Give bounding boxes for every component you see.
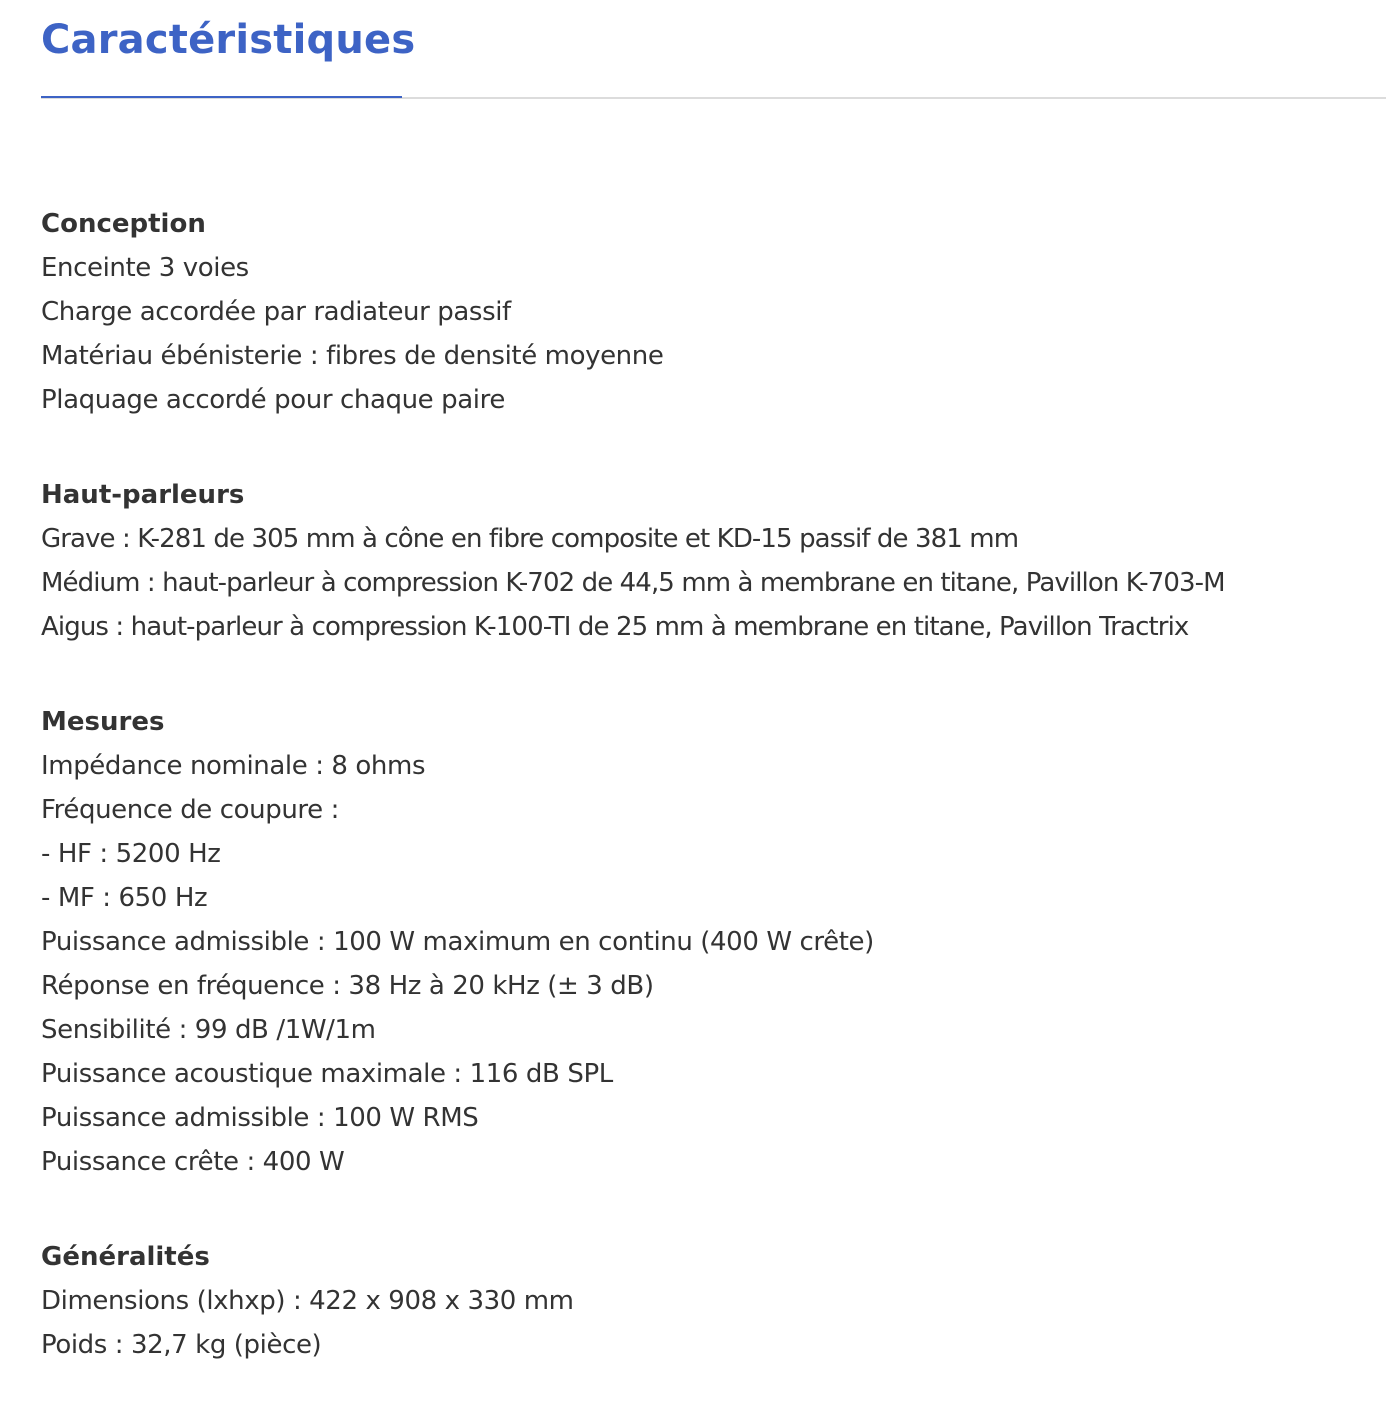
characteristics-tab-header: [41, 0, 1386, 99]
spec-line: Sensibilité : 99 dB /1W/1m: [41, 1015, 376, 1045]
section-title: Conception: [41, 209, 206, 239]
spec-line: Matériau ébénisterie : fibres de densité moyenne: [41, 341, 664, 371]
spec-line: Fréquence de coupure :: [41, 795, 339, 825]
spec-line: Poids : 32,7 kg (pièce): [41, 1330, 322, 1360]
spec-line: Impédance nominale : 8 ohms: [41, 751, 426, 781]
spec-line: Plaquage accordé pour chaque paire: [41, 385, 505, 415]
spec-line: Réponse en fréquence : 38 Hz à 20 kHz (± 3 dB): [41, 971, 654, 1001]
specifications-content: [41, 202, 1371, 1418]
spec-line: Enceinte 3 voies: [41, 253, 249, 283]
section-generalites: [41, 1235, 1371, 1367]
spec-line: - MF : 650 Hz: [41, 883, 208, 913]
section-haut-parleurs: [41, 473, 1371, 649]
spec-line: Grave : K-281 de 305 mm à cône en fibre composite et KD-15 passif de 381 mm: [41, 524, 1019, 554]
spec-line: - HF : 5200 Hz: [41, 839, 221, 869]
active-tab-underline: [41, 96, 402, 98]
spec-line: Charge accordée par radiateur passif: [41, 297, 511, 327]
spec-line: Aigus : haut-parleur à compression K-100-TI de 25 mm à membrane en titane, Pavillon Tractrix: [41, 612, 1189, 642]
section-mesures: [41, 700, 1371, 1184]
spec-line: Médium : haut-parleur à compression K-702 de 44,5 mm à membrane en titane, Pavillon K-703-M: [41, 568, 1225, 598]
section-conception: [41, 202, 1371, 422]
spec-line: Dimensions (lxhxp) : 422 x 908 x 330 mm: [41, 1286, 574, 1316]
spec-line: Puissance crête : 400 W: [41, 1147, 345, 1177]
section-title: Généralités: [41, 1242, 210, 1272]
tab-title-caracteristiques[interactable]: Caractéristiques: [41, 17, 416, 63]
spec-line: Puissance acoustique maximale : 116 dB SPL: [41, 1059, 613, 1089]
section-title: Mesures: [41, 707, 165, 737]
section-title: Haut-parleurs: [41, 480, 245, 510]
spec-line: Puissance admissible : 100 W maximum en continu (400 W crête): [41, 927, 874, 957]
spec-line: Puissance admissible : 100 W RMS: [41, 1103, 479, 1133]
